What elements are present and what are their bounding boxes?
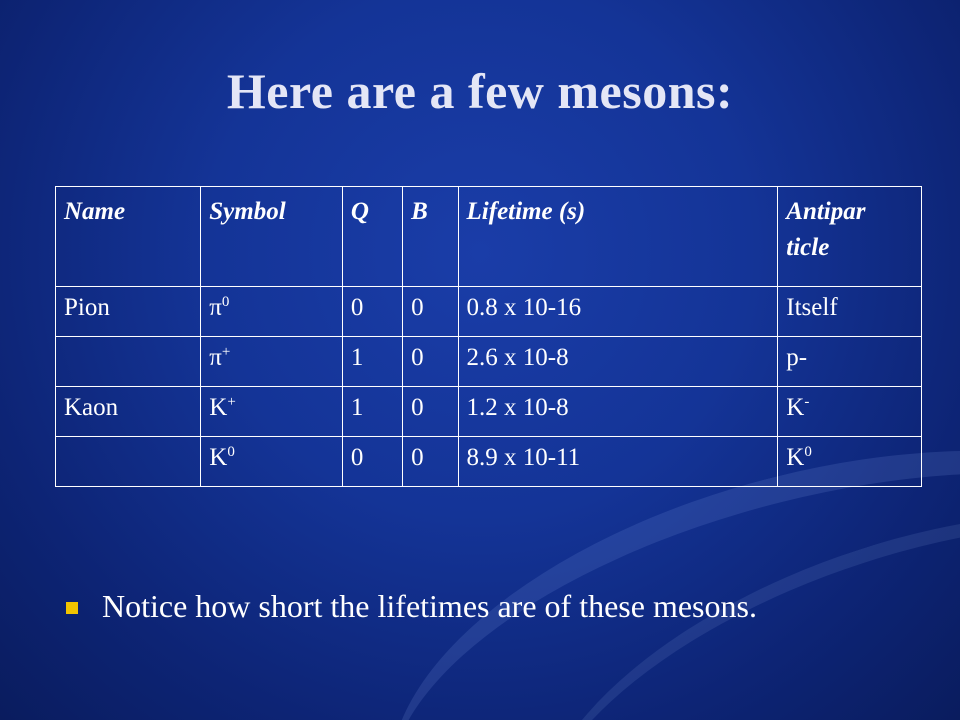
cell-q: 1: [342, 387, 402, 437]
cell-antiparticle: [778, 337, 922, 387]
antiparticle-base: Itself: [786, 294, 838, 321]
cell-name: Pion: [56, 287, 201, 337]
table-header-row: [56, 187, 922, 287]
header-symbol: Symbol: [201, 187, 343, 287]
antiparticle-superscript: -: [804, 394, 810, 410]
table-row: [56, 437, 922, 487]
cell-name: [56, 337, 201, 387]
antiparticle-base: K: [786, 444, 805, 471]
slide-title: Here are a few mesons:: [226, 63, 734, 119]
antiparticle-superscript: 0: [804, 444, 812, 460]
cell-q: 0: [342, 437, 402, 487]
symbol-superscript: 0: [221, 294, 230, 310]
cell-b: 0: [403, 337, 458, 387]
cell-symbol: [201, 337, 343, 387]
cell-b: 0: [403, 287, 458, 337]
cell-name: Kaon: [56, 387, 201, 437]
cell-antiparticle: [778, 387, 922, 437]
symbol-superscript: +: [221, 344, 231, 360]
cell-antiparticle: [778, 287, 922, 337]
mesons-table: [55, 186, 922, 487]
symbol-base: π: [209, 294, 222, 321]
header-antiparticle: Antipar ticle: [778, 187, 922, 287]
cell-q: 0: [342, 287, 402, 337]
symbol-superscript: 0: [227, 444, 235, 460]
cell-lifetime: 8.9 x 10-11: [458, 437, 778, 487]
symbol-base: K: [209, 394, 228, 421]
table-row: [56, 387, 922, 437]
header-q: Q: [342, 187, 402, 287]
cell-name: [56, 437, 201, 487]
cell-symbol: [201, 387, 343, 437]
table-row: [56, 337, 922, 387]
header-name: Name: [56, 187, 201, 287]
symbol-base: K: [209, 444, 228, 471]
cell-lifetime: 2.6 x 10-8: [458, 337, 778, 387]
cell-b: 0: [403, 437, 458, 487]
cell-symbol: [201, 437, 343, 487]
symbol-superscript: +: [227, 394, 236, 410]
antiparticle-base: K: [786, 394, 805, 421]
header-lifetime: Lifetime (s): [458, 187, 778, 287]
bullet-text: Notice how short the lifetimes are of these mesons.: [102, 588, 757, 624]
header-b: B: [403, 187, 458, 287]
symbol-base: π: [209, 344, 222, 371]
cell-antiparticle: [778, 437, 922, 487]
cell-b: 0: [403, 387, 458, 437]
bullet-list: [66, 586, 886, 626]
cell-q: 1: [342, 337, 402, 387]
table-row: [56, 287, 922, 337]
cell-lifetime: 1.2 x 10-8: [458, 387, 778, 437]
antiparticle-base: p-: [786, 344, 808, 371]
cell-symbol: [201, 287, 343, 337]
square-bullet-icon: [66, 602, 78, 614]
cell-lifetime: 0.8 x 10-16: [458, 287, 778, 337]
